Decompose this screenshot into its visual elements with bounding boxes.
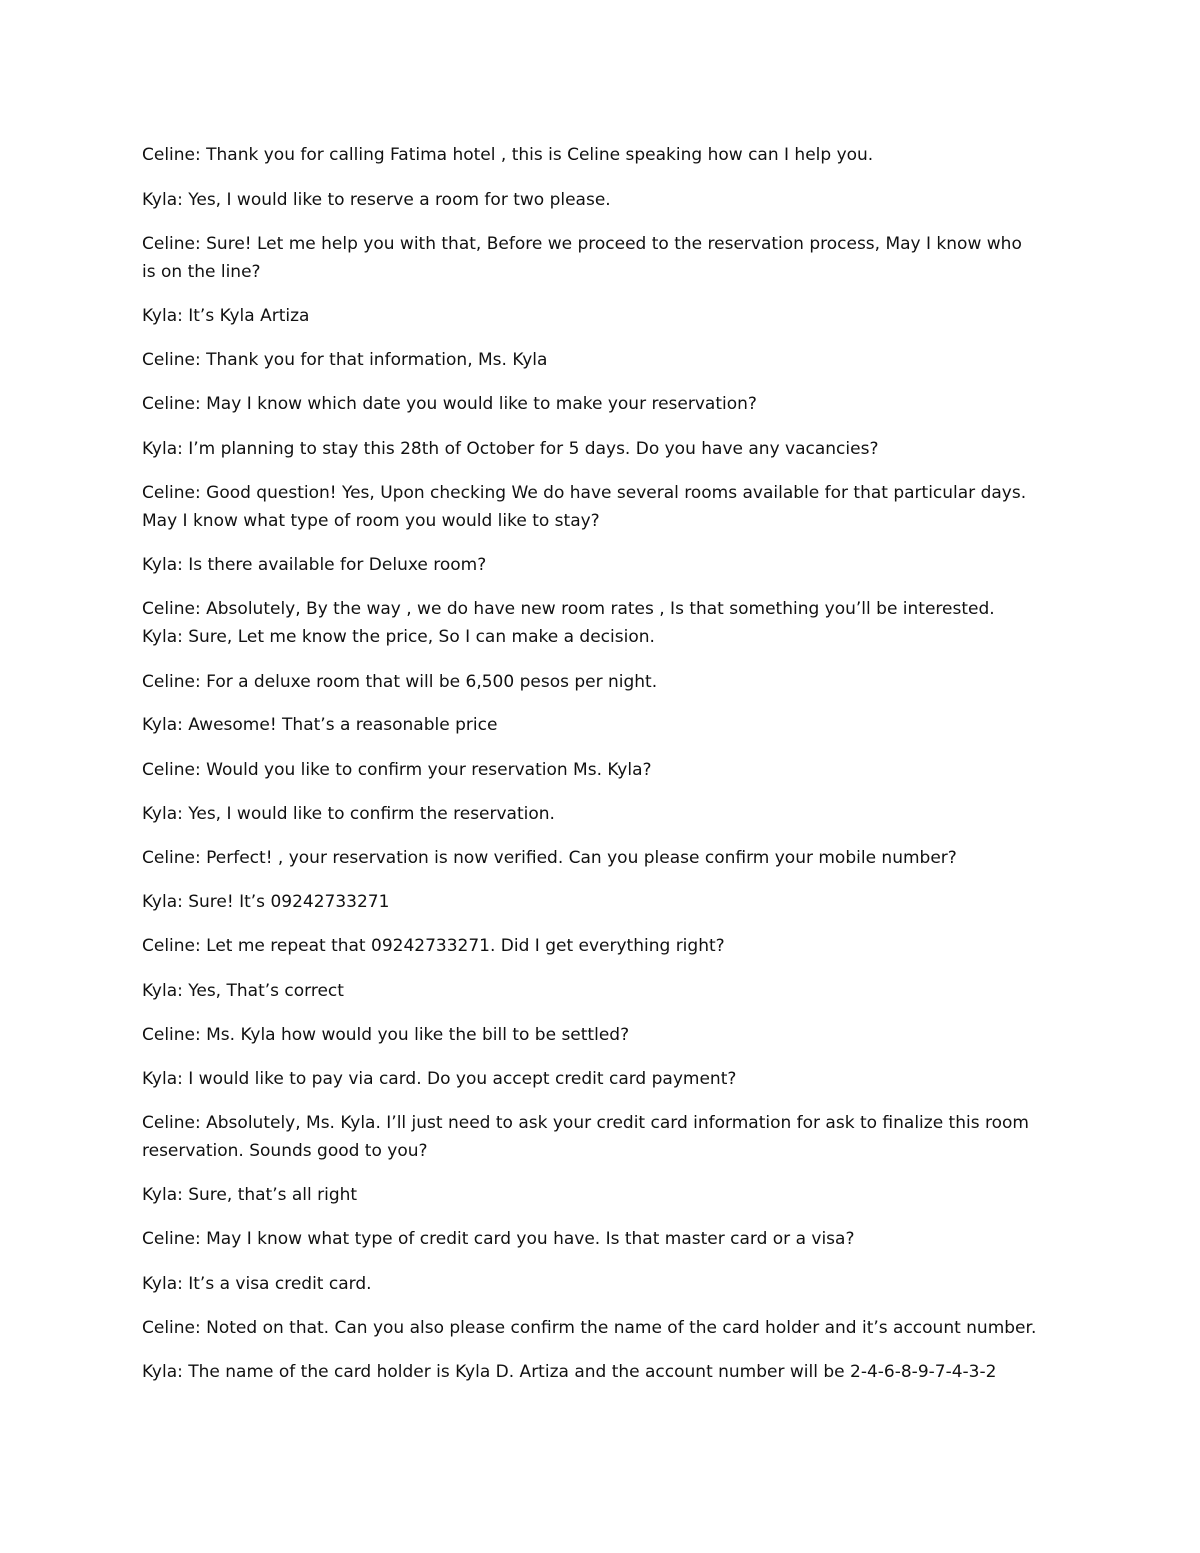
dialogue-line: Kyla: It’s Kyla Artiza	[142, 306, 310, 326]
dialogue-line: Kyla: Yes, That’s correct	[142, 981, 344, 1001]
dialogue-line: is on the line?	[142, 262, 261, 282]
dialogue-line: Kyla: Sure, Let me know the price, So I can make a decision.	[142, 627, 655, 647]
dialogue-line: Celine: Sure! Let me help you with that, Before we proceed to the reservation process, May I know who	[142, 234, 1022, 254]
dialogue-line: Kyla: Yes, I would like to confirm the reservation.	[142, 804, 555, 824]
dialogue-line: Celine: May I know which date you would like to make your reservation?	[142, 394, 757, 414]
dialogue-line: Celine: Thank you for that information, Ms. Kyla	[142, 350, 548, 370]
dialogue-line: Celine: Perfect! , your reservation is now verified. Can you please confirm your mobile number?	[142, 848, 957, 868]
dialogue-line: Kyla: I would like to pay via card. Do you accept credit card payment?	[142, 1069, 737, 1089]
dialogue-line: Celine: Good question! Yes, Upon checking We do have several rooms available for that particular days.	[142, 483, 1027, 503]
dialogue-line: Celine: Let me repeat that 09242733271. Did I get everything right?	[142, 936, 725, 956]
dialogue-line: Celine: Thank you for calling Fatima hotel , this is Celine speaking how can I help you.	[142, 145, 874, 165]
dialogue-line: Kyla: I’m planning to stay this 28th of October for 5 days. Do you have any vacancies?	[142, 439, 879, 459]
dialogue-line: Kyla: Sure! It’s 09242733271	[142, 892, 390, 912]
dialogue-line: Kyla: Yes, I would like to reserve a room for two please.	[142, 190, 611, 210]
dialogue-line: Kyla: Awesome! That’s a reasonable price	[142, 715, 498, 735]
dialogue-line: Kyla: The name of the card holder is Kyla D. Artiza and the account number will be 2-4-6-8-9-7-4-3-2	[142, 1362, 997, 1382]
dialogue-line: May I know what type of room you would like to stay?	[142, 511, 600, 531]
dialogue-line: Celine: Would you like to confirm your reservation Ms. Kyla?	[142, 760, 652, 780]
dialogue-line: reservation. Sounds good to you?	[142, 1141, 428, 1161]
dialogue-line: Celine: Absolutely, Ms. Kyla. I’ll just need to ask your credit card information for ask to finalize this room	[142, 1113, 1029, 1133]
dialogue-line: Celine: Noted on that. Can you also please confirm the name of the card holder and it’s account number.	[142, 1318, 1037, 1338]
dialogue-line: Celine: For a deluxe room that will be 6,500 pesos per night.	[142, 672, 658, 692]
dialogue-line: Celine: Ms. Kyla how would you like the bill to be settled?	[142, 1025, 630, 1045]
dialogue-line: Kyla: Sure, that’s all right	[142, 1185, 358, 1205]
dialogue-line: Celine: May I know what type of credit card you have. Is that master card or a visa?	[142, 1229, 855, 1249]
dialogue-line: Kyla: Is there available for Deluxe room?	[142, 555, 487, 575]
dialogue-line: Celine: Absolutely, By the way , we do have new room rates , Is that something you’ll be interested.	[142, 599, 995, 619]
dialogue-line: Kyla: It’s a visa credit card.	[142, 1274, 372, 1294]
